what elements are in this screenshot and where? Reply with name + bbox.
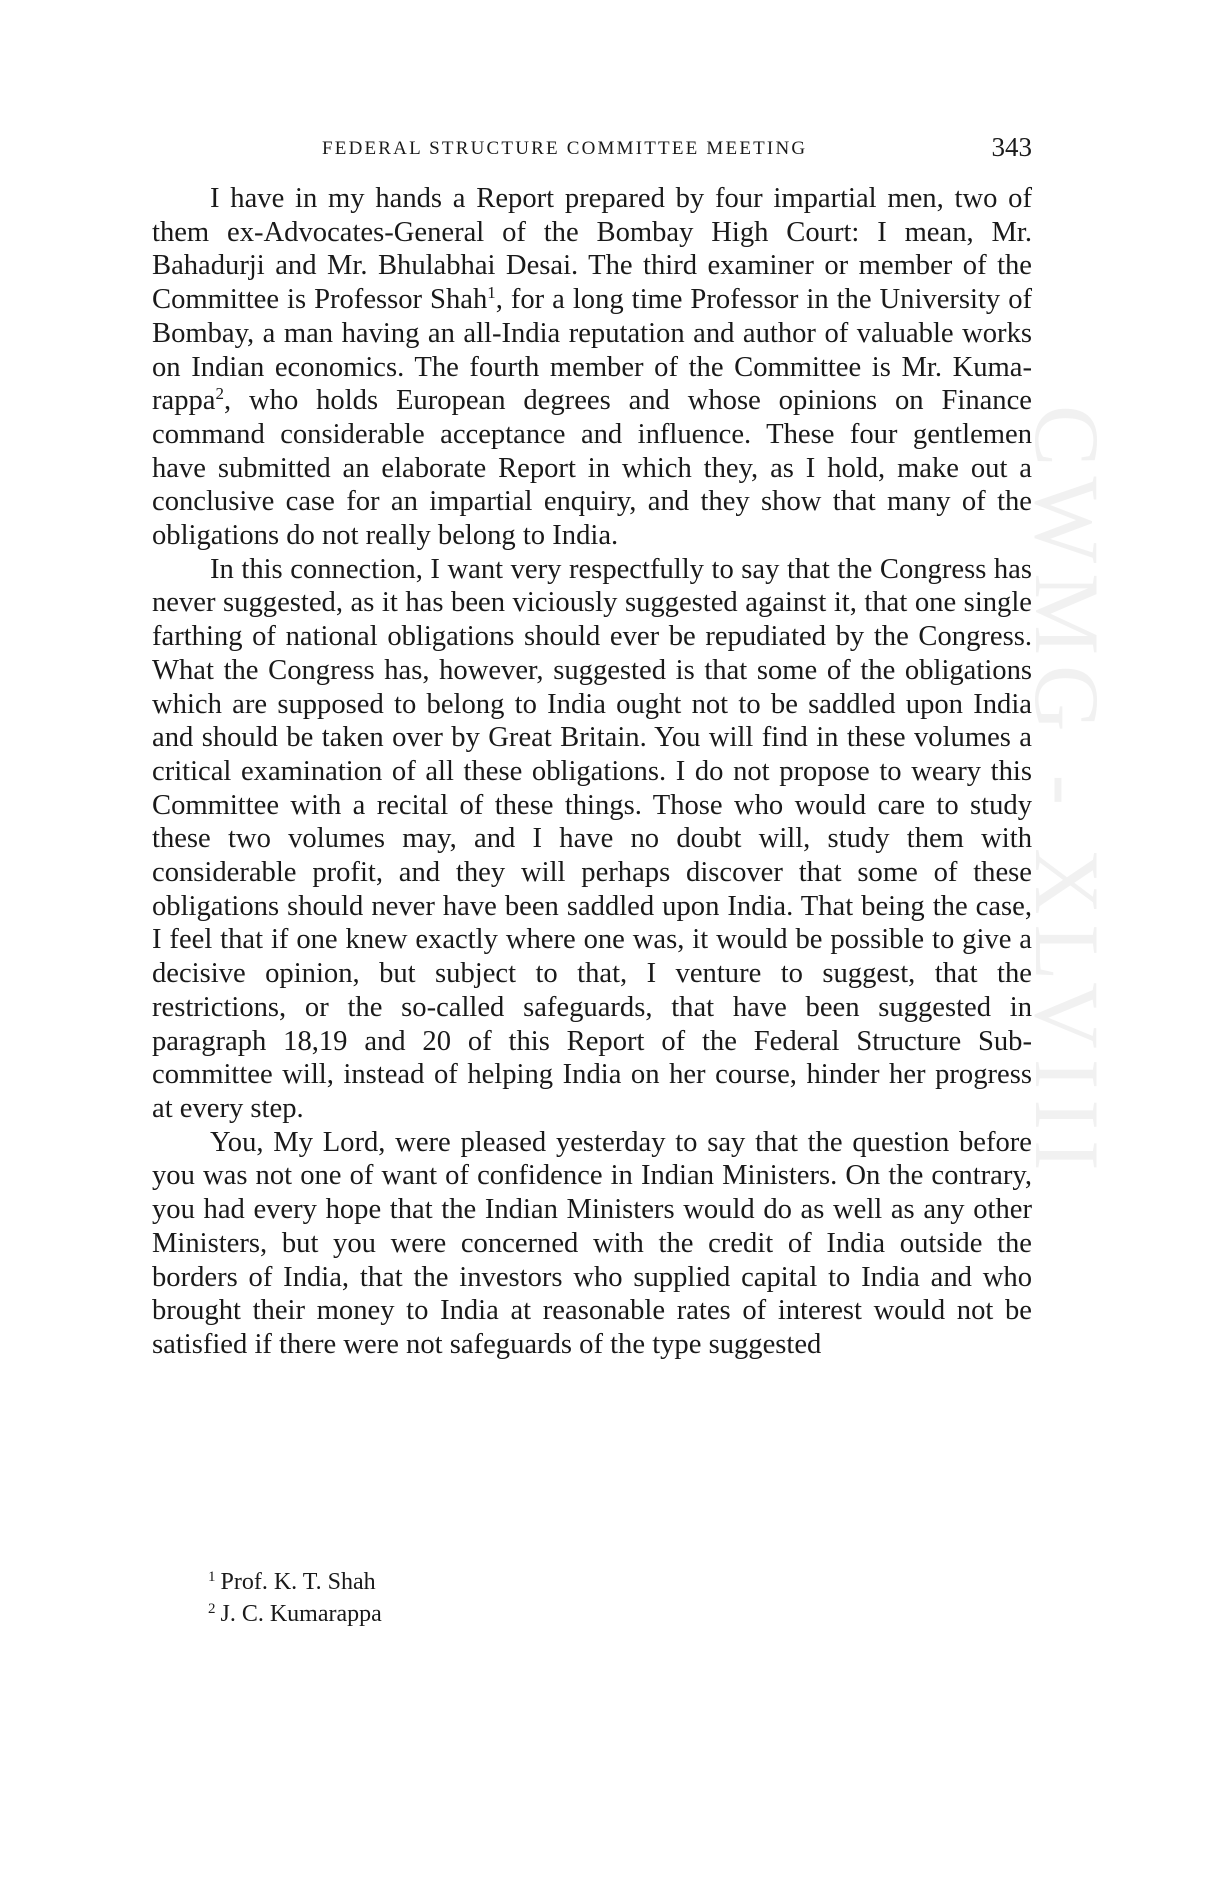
paragraph-1-part-c: , who holds European degrees and whose opinions on Finance command considerable acceptance and influence. These four gentlemen have submitted an elaborate Report in which they, as I hold, make out a conclusive case for an impartial enquiry, and they show that many of the obligations do not really belong to India. (152, 385, 1032, 552)
paragraph-2: In this connection, I want very respectfully to say that the Congress has never suggested, as it has been viciously suggested against it, that one single farthing of national obligations should ever be repudiated by the Congress. What the Congress has, however, suggested is that some of the obligations which are supposed to belong to India ought not to be saddled upon India and should be taken over by Great Britain. You will find in these volumes a critical examination of all these obligations. I do not propose to weary this Committee with a recital of these things. Those who would care to study these two volumes may, and I have no doubt will, study them with considerable profit, and they will perhaps discover that some of these obligations should never have been saddled upon India. That being the case, I feel that if one knew exactly where one was, it would be possible to give a decisive opinion, but subject to that, I venture to suggest, that the restrictions, or the so-called safeguards, that have been suggested in paragraph 18,19 and 20 of this Report of the Federal Structure Sub-committee will, instead of helping India on her course, hinder her progress at every step. (152, 553, 1032, 1124)
footnote-ref-1: 1 (487, 283, 496, 303)
paragraph-3: You, My Lord, were pleased yesterday to say that the question before you was not one of want of confidence in Indian Ministers. On the contrary, you had every hope that the Indian Ministers would do as well as any other Ministers, but you were concerned with the credit of India outside the borders of India, that the investors who supplied capital to India and who brought their money to India at reasonable rates of interest would not be satisfied if there were not safeguards of the type suggested (152, 1126, 1032, 1360)
page-header (152, 132, 1032, 172)
footnote-mark: 1 (208, 1569, 216, 1585)
footnote-1 (208, 1566, 382, 1598)
footnote-2 (208, 1598, 382, 1630)
footnote-ref-2: 2 (215, 384, 224, 404)
paragraph-1-part-b: , for a long time Professor in the University of Bombay, a man having an all-India reputation and author of valuable works on Indian economics. The fourth member of the Committee is Mr. Kumarappa (152, 284, 1033, 417)
body-text (152, 182, 1032, 1362)
paragraph-1-part-a: I have in my hands a Report prepared by four impartial men, two of them ex-Advocates-General of the Bombay High Court: I mean, Mr. Bahadurji and Mr. Bhulabhai Desai. The third examiner or member of the Committee is Professor Shah (152, 183, 1032, 316)
page-number: 343 (991, 132, 1032, 162)
watermark (1016, 405, 1118, 1505)
footnote-text: Prof. K. T. Shah (220, 1569, 376, 1595)
footnote-mark: 2 (208, 1601, 216, 1617)
footnotes (208, 1566, 382, 1630)
watermark-text: CWMG - XLVIII (1016, 405, 1118, 1181)
paragraph-1 (152, 182, 1032, 553)
running-head: FEDERAL STRUCTURE COMMITTEE MEETING (322, 138, 808, 159)
footnote-text: J. C. Kumarappa (220, 1601, 382, 1627)
